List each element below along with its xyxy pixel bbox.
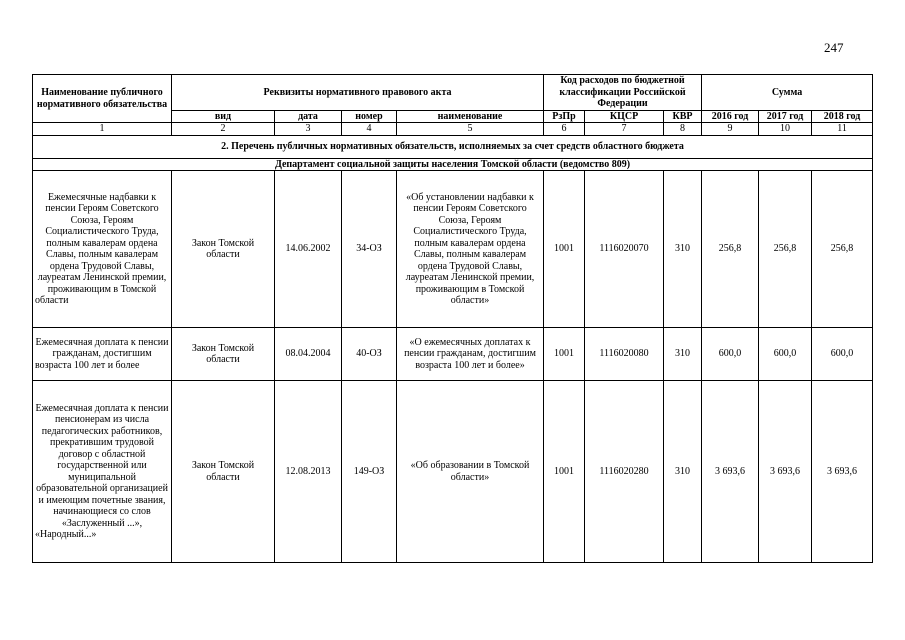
column-index: 10 [759, 123, 812, 136]
kcsr-code: 1116020070 [585, 171, 664, 328]
header-num: номер [342, 110, 397, 123]
table-row [33, 381, 873, 563]
sum-2016: 3 693,6 [702, 381, 759, 563]
act-type: Закон Томской области [172, 328, 275, 381]
act-number: 34-ОЗ [342, 171, 397, 328]
header-date: дата [275, 110, 342, 123]
section-row [33, 135, 873, 158]
column-index: 1 [33, 123, 172, 136]
obligation-name: Ежемесячные надбавки к пенсии Героям Советского Союза, Героям Социалистического Труда, полным кавалерам ордена Славы, полным кавалерам ордена Трудовой Славы, лауреатам Ленинской премии, проживающим в Томской области [33, 171, 172, 328]
kcsr-code: 1116020280 [585, 381, 664, 563]
act-name: «Об образовании в Томской области» [397, 381, 544, 563]
obligation-name: Ежемесячная доплата к пенсии пенсионерам из числа педагогических работников, прекратившим трудовой договор с областной государственной или муниципальной образовательной организацией и имеющим почетные звания, начинающиеся со слов «Заслуженный ...», «Народный...» [33, 381, 172, 563]
sum-2018: 256,8 [812, 171, 873, 328]
header-act: Реквизиты нормативного правового акта [172, 75, 544, 111]
act-date: 14.06.2002 [275, 171, 342, 328]
header-name: Наименование публичного нормативного обязательства [33, 75, 172, 123]
sum-2017: 256,8 [759, 171, 812, 328]
column-index: 11 [812, 123, 873, 136]
rzpr-code: 1001 [544, 381, 585, 563]
act-type: Закон Томской области [172, 381, 275, 563]
header-act-name: наименование [397, 110, 544, 123]
column-index: 3 [275, 123, 342, 136]
obligation-name: Ежемесячная доплата к пенсии гражданам, достигшим возраста 100 лет и более [33, 328, 172, 381]
column-index: 5 [397, 123, 544, 136]
column-index: 6 [544, 123, 585, 136]
header-2016: 2016 год [702, 110, 759, 123]
header-sum: Сумма [702, 75, 873, 111]
rzpr-code: 1001 [544, 171, 585, 328]
act-name: «Об установлении надбавки к пенсии Героям Советского Союза, Героям Социалистического Труда, полным кавалерам ордена Славы, полным кавалерам ордена Трудовой Славы, лауреатам Ленинской премии, проживающим в Томской области» [397, 171, 544, 328]
header-kcsr: КЦСР [585, 110, 664, 123]
act-number: 40-ОЗ [342, 328, 397, 381]
sum-2018: 600,0 [812, 328, 873, 381]
kcsr-code: 1116020080 [585, 328, 664, 381]
sum-2017: 3 693,6 [759, 381, 812, 563]
act-type: Закон Томской области [172, 171, 275, 328]
sum-2016: 256,8 [702, 171, 759, 328]
department-row [33, 158, 873, 171]
act-name: «О ежемесячных доплатах к пенсии гражданам, достигшим возраста 100 лет и более» [397, 328, 544, 381]
column-index: 9 [702, 123, 759, 136]
kvr-code: 310 [664, 381, 702, 563]
rzpr-code: 1001 [544, 328, 585, 381]
act-date: 08.04.2004 [275, 328, 342, 381]
obligations-table [32, 74, 873, 563]
act-date: 12.08.2013 [275, 381, 342, 563]
column-index: 2 [172, 123, 275, 136]
header-2017: 2017 год [759, 110, 812, 123]
header-vid: вид [172, 110, 275, 123]
sum-2016: 600,0 [702, 328, 759, 381]
column-index: 4 [342, 123, 397, 136]
table-row [33, 328, 873, 381]
act-number: 149-ОЗ [342, 381, 397, 563]
kvr-code: 310 [664, 171, 702, 328]
sum-2018: 3 693,6 [812, 381, 873, 563]
column-index: 7 [585, 123, 664, 136]
header-2018: 2018 год [812, 110, 873, 123]
department-title: Департамент социальной защиты населения Томской области (ведомство 809) [33, 158, 873, 171]
header-rzpr: РзПр [544, 110, 585, 123]
header-row-1 [33, 75, 873, 111]
section-title: 2. Перечень публичных нормативных обязательств, исполняемых за счет средств областного бюджета [33, 135, 873, 158]
header-code: Код расходов по бюджетной классификации Российской Федерации [544, 75, 702, 111]
page-number: 247 [824, 40, 844, 55]
sum-2017: 600,0 [759, 328, 812, 381]
column-index-row [33, 123, 873, 136]
kvr-code: 310 [664, 328, 702, 381]
table-row [33, 171, 873, 328]
column-index: 8 [664, 123, 702, 136]
header-kvr: КВР [664, 110, 702, 123]
